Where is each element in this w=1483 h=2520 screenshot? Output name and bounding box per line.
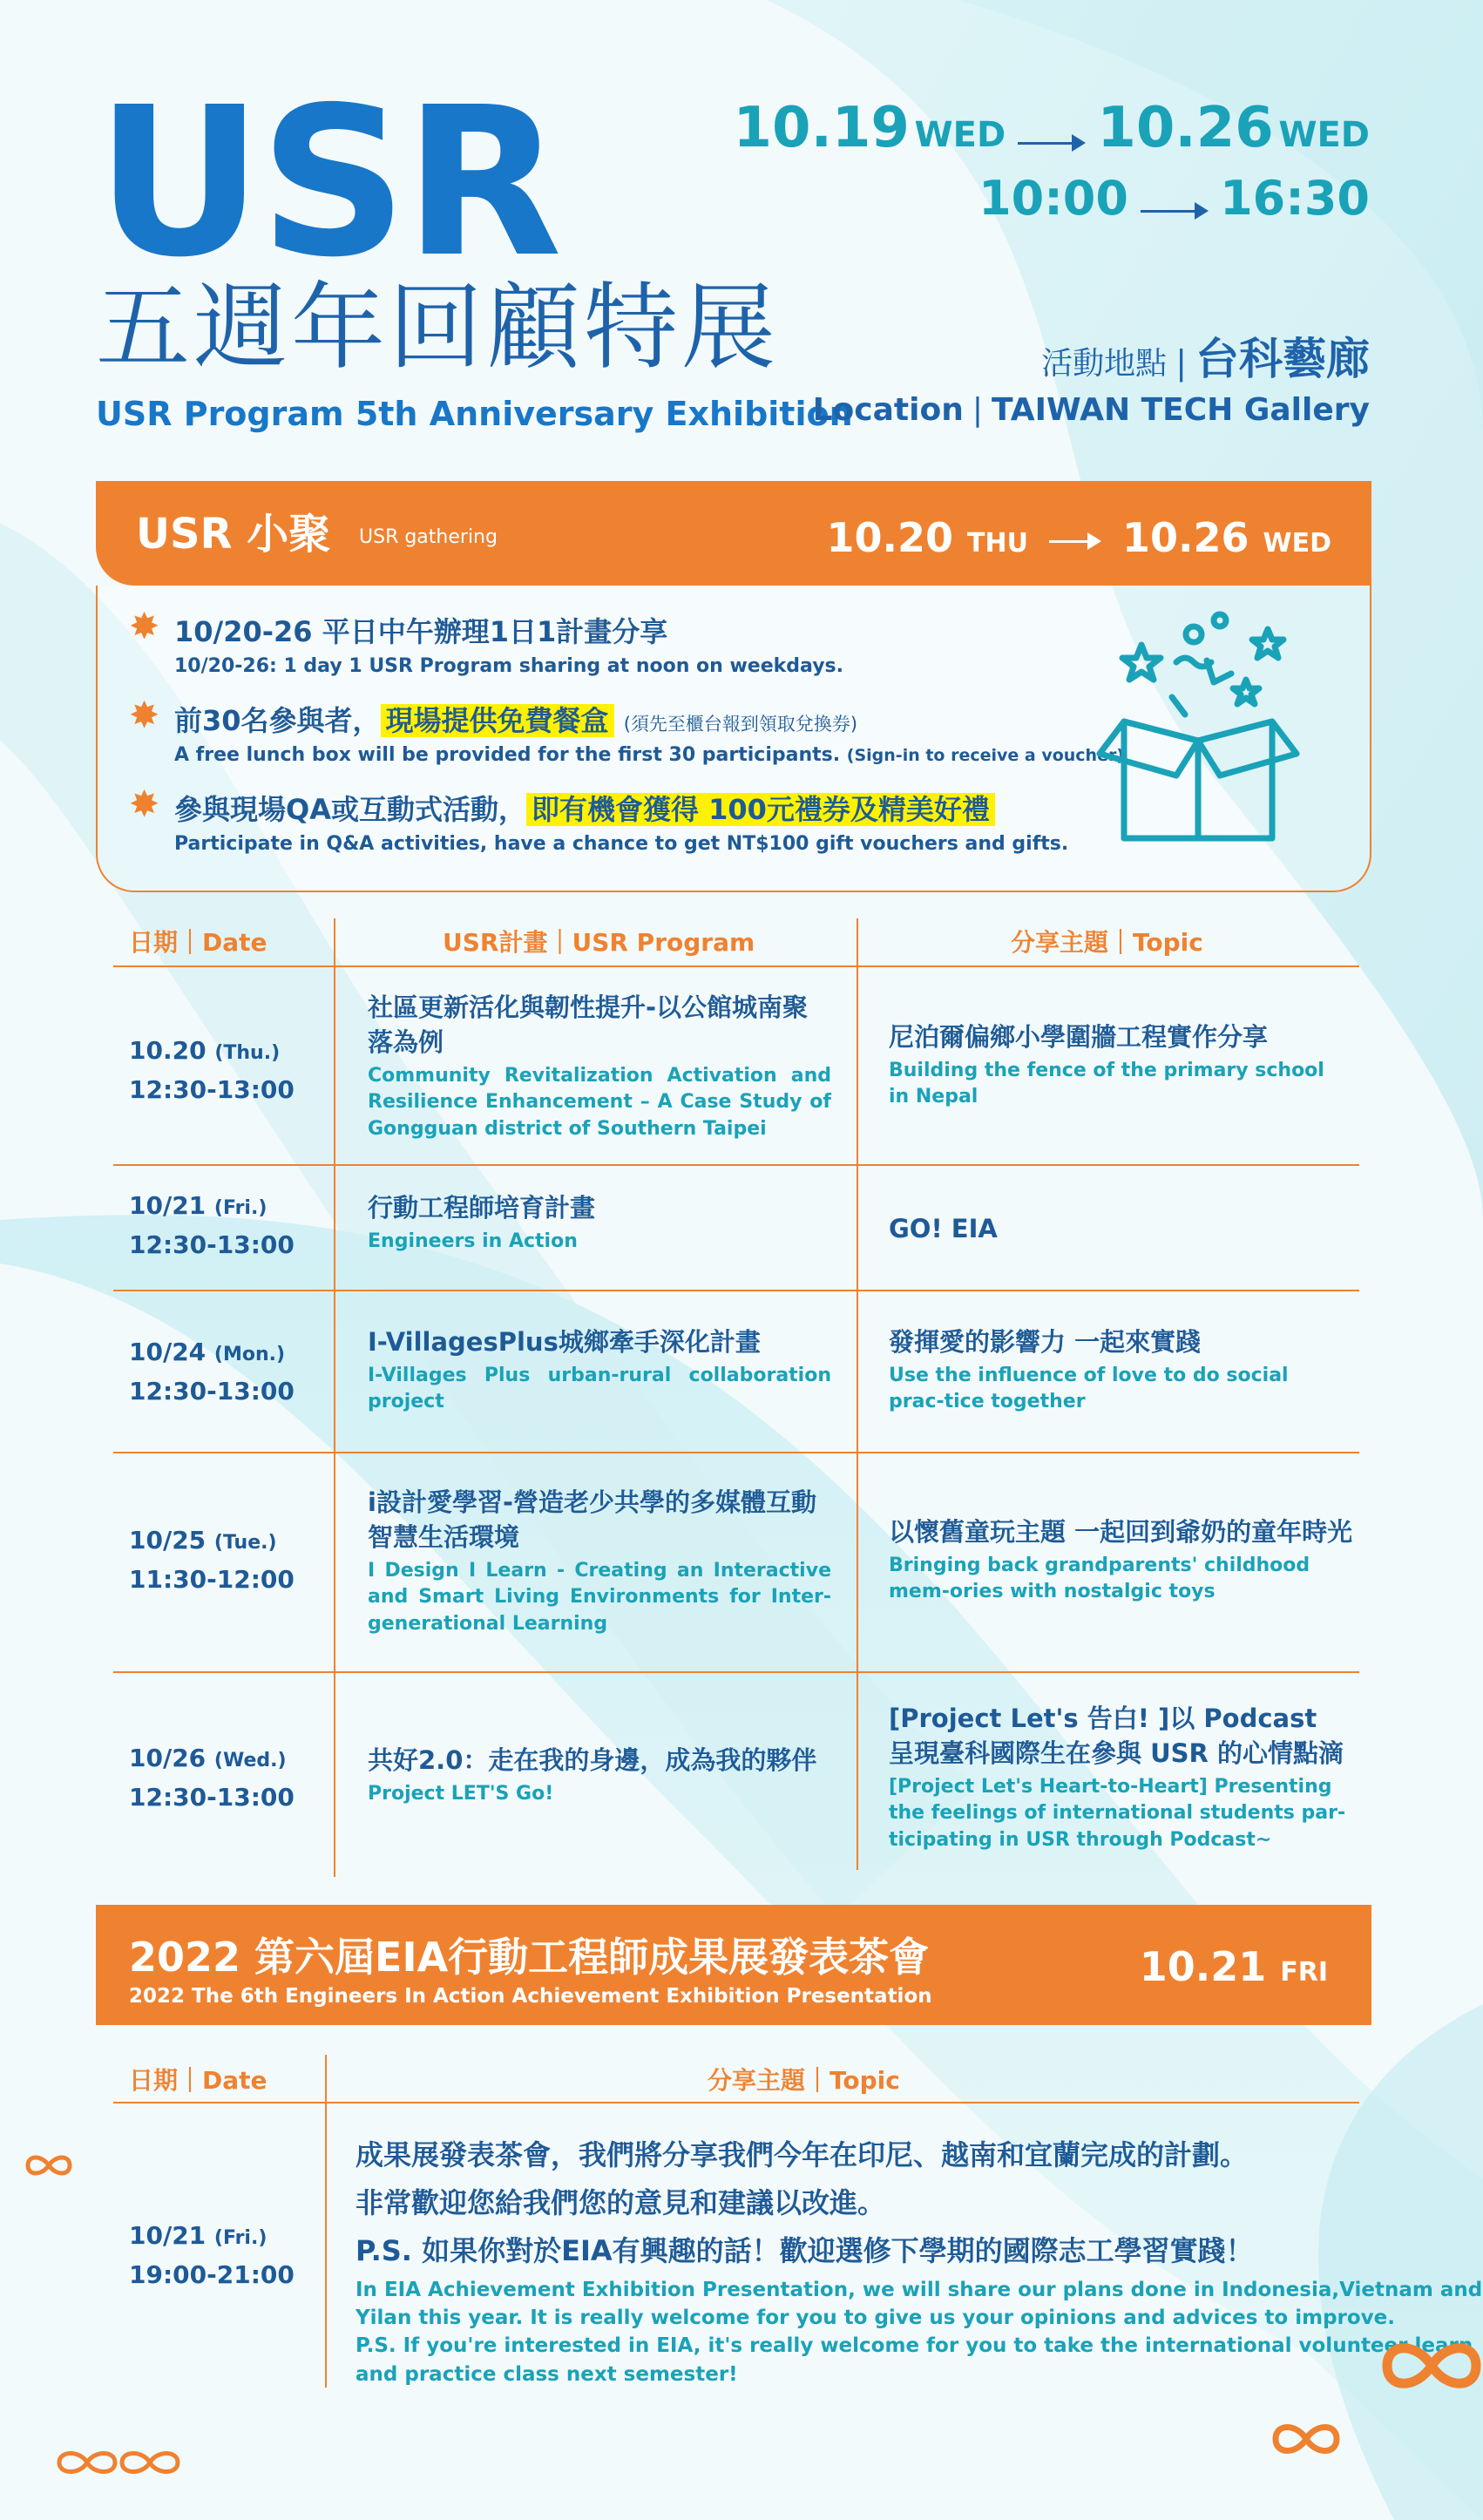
row-4-topic-en: Bringing back grandparents' childhood mem-ories with nostalgic toys [889,1555,1310,1603]
eia-en-line-4: and practice class next semester! [356,2362,738,2386]
infinity-chain-icon [52,2445,185,2480]
table-row-5-date [129,1739,295,1818]
row-4-program-zh: i設計愛學習-營造老少共學的多媒體互動智慧生活環境 [368,1487,816,1553]
eia-zh-line-3: P.S. 如果你對於EIA有興趣的話！歡迎選修下學期的國際志工學習實踐！ [356,2234,1254,2268]
eia-en-line-1: In EIA Achievement Exhibition Presentation, we will share our plans done in Indonesia,Vietnam and [356,2279,1483,2301]
col-header-date: 日期｜Date [129,928,267,957]
table-row-3-date [129,1333,295,1412]
row-5-topic-zh: [Project Let's 告白! ]以 Podcast 呈現臺科國際生在參與 USR 的心情點滴 [889,1704,1344,1769]
arrow-right-icon [1049,532,1101,550]
row-divider [113,1164,1359,1166]
bullet-2-zh-text: 前30名參與者， [174,704,381,737]
table-row-2-date [129,1187,295,1265]
bullet-2-zh [174,699,857,739]
eia-description-zh [356,2131,1254,2275]
table-row-5-topic [889,1701,1346,1853]
table-row-4-program [368,1485,831,1637]
row-3-topic-en: Use the influence of love to do social prac-tice together [889,1365,1289,1413]
gathering-title-zh: USR 小聚 [136,510,331,559]
infinity-icon [1380,2335,1483,2396]
eia-en-line-3: P.S. If you're interested in EIA, it's really welcome for you to take the international volunteer learn [356,2334,1473,2358]
location-name-en: TAIWAN TECH Gallery [991,392,1370,428]
time-end: 16:30 [1220,171,1370,226]
gathering-date-end-day: WED [1263,528,1331,559]
row-4-topic-zh: 以懷舊童玩主題 一起回到爺奶的童年時光 [889,1517,1353,1547]
table-row-4-topic [889,1514,1377,1606]
infinity-icon [24,2152,73,2178]
table-row-5-program [368,1743,831,1807]
location-en: Location | TAIWAN TECH Gallery [812,392,1370,428]
row-5-program-zh: 共好2.0：走在我的身邊，成為我的夥伴 [368,1745,817,1775]
table-row-2-program [368,1190,831,1255]
row-2-program-en: Engineers in Action [368,1230,578,1253]
time-start: 10:00 [979,171,1128,226]
table-row-1-topic [889,1020,1346,1111]
row-2-topic-zh: GO! EIA [889,1214,998,1243]
bullet-2-zh-highlight: 現場提供免費餐盒 [381,704,614,737]
row-3-topic-zh: 發揮愛的影響力 一起來實踐 [889,1327,1202,1357]
row-divider [113,1452,1359,1453]
row-5-day: (Wed.) [213,1750,287,1771]
star-bullet-icon: ✸ [129,605,160,647]
row-4-day: (Tue.) [213,1532,277,1554]
date-range [734,96,1371,160]
usr-logo: USR [96,63,559,302]
row-5-program-en: Project LET'S Go! [368,1783,554,1805]
row-1-topic-en: Building the fence of the primary school in Nepal [889,1060,1324,1108]
gathering-title-en: USR gathering [359,526,498,548]
eia-col-header-date: 日期｜Date [129,2066,267,2095]
row-3-program-en: I-Villages Plus urban-rural collaboration project [368,1365,831,1413]
eia-zh-line-2: 非常歡迎您給我們您的意見和建議以改進。 [356,2186,886,2220]
row-2-date: 10/21 [129,1191,207,1220]
table-row-1-date [129,1032,295,1110]
row-1-program-en: Community Revitalization Activation and Resilience Enhancement – A Case Study of Gongguan district of Southern Taipei [368,1065,831,1140]
table-row-3-topic [889,1324,1346,1416]
location-label-en: Location [812,392,964,428]
eia-row-day: (Fri.) [213,2227,267,2249]
row-divider [113,1290,1359,1291]
bullet-1-en: 10/20-26: 1 day 1 USR Program sharing at noon on weekdays. [174,655,843,677]
row-5-time: 12:30-13:00 [129,1782,295,1812]
row-3-program-zh: I-VillagesPlus城鄉牽手深化計畫 [368,1327,761,1357]
arrow-right-icon [1141,202,1209,220]
row-3-day: (Mon.) [213,1344,286,1365]
eia-row-date-value: 10/21 [129,2221,207,2250]
row-divider [113,965,1359,967]
row-3-time: 12:30-13:00 [129,1376,295,1406]
star-bullet-icon: ✸ [129,694,160,736]
eia-zh-line-1: 成果展發表茶會，我們將分享我們今年在印尼、越南和宜蘭完成的計劃。 [356,2138,1249,2171]
bullet-3-en: Participate in Q&A activities, have a chance to get NT$100 gift vouchers and gifts. [174,833,1069,855]
eia-row-time: 19:00-21:00 [129,2259,295,2289]
location-label-zh: 活動地點 [1041,346,1168,382]
row-4-program-en: I Design I Learn - Creating an Interactive and Smart Living Environments for Inter-generational Learning [368,1560,831,1635]
date-start-day: WED [914,115,1006,155]
eia-date-day: FRI [1280,1957,1328,1988]
row-4-time: 11:30-12:00 [129,1564,295,1594]
table-row-1-program [368,990,831,1142]
table-row-4-date [129,1521,295,1600]
date-start: 10.19 [733,96,910,160]
date-end: 10.26 [1097,96,1274,160]
row-divider [113,2102,1359,2103]
bullet-2-en [174,744,1124,766]
table-row-2-topic [889,1211,1346,1246]
bullet-3-zh-highlight: 即有機會獲得 100元禮券及精美好禮 [526,793,995,826]
row-3-date: 10/24 [129,1338,207,1366]
row-1-topic-zh: 尼泊爾偏鄉小學圍牆工程實作分享 [889,1022,1269,1052]
row-5-topic-en: [Project Let's Heart-to-Heart] Presenting the feelings of international students par-ticipating in USR through Podcast~ [889,1776,1346,1851]
gathering-banner [96,481,1371,586]
star-bullet-icon: ✸ [129,782,160,825]
row-5-date: 10/26 [129,1744,207,1772]
eia-row-date [129,2217,295,2295]
eia-description-en [356,2276,1482,2388]
table-divider [334,918,335,1877]
eia-title-en: 2022 The 6th Engineers In Action Achievement Exhibition Presentation [129,1985,932,2008]
bullet-3-zh-text: 參與現場QA或互動式活動， [174,793,526,826]
table-row-3-program [368,1324,831,1416]
bullet-3-zh [174,788,995,828]
eia-date [1140,1943,1328,1990]
row-1-program-zh: 社區更新活化與韌性提升-以公館城南聚落為例 [368,992,809,1058]
row-4-date: 10/25 [129,1526,207,1555]
date-end-day: WED [1278,115,1370,155]
row-1-time: 12:30-13:00 [129,1074,295,1104]
col-header-program: USR計畫｜USR Program [443,928,755,957]
row-1-date: 10.20 [129,1036,207,1065]
eia-en-line-2: Yilan this year. It is really welcome for you to give us your opinions and advices to improve. [356,2307,1396,2330]
infinity-icon [1270,2419,1342,2459]
table-divider [325,2055,327,2388]
bullet-2-zh-note: (須先至櫃台報到領取兌換券) [623,714,858,735]
row-2-program-zh: 行動工程師培育計畫 [368,1193,596,1223]
eia-date-value: 10.21 [1139,1943,1267,1990]
location-zh: 活動地點 | 台科藝廊 [1041,334,1370,384]
bullet-2-en-text: A free lunch box will be provided for the first 30 participants. [174,744,841,766]
row-2-time: 12:30-13:00 [129,1230,295,1259]
eia-banner [96,1905,1371,2025]
location-name-zh: 台科藝廊 [1195,334,1370,384]
arrow-right-icon [1018,134,1086,152]
exhibition-title-en: USR Program 5th Anniversary Exhibition [96,395,853,433]
gift-box-icon [1089,610,1307,854]
gathering-date-start-day: THU [967,528,1028,559]
row-1-day: (Thu.) [214,1042,281,1064]
row-2-day: (Fri.) [213,1197,267,1219]
exhibition-title-zh: 五週年回顧特展 [96,274,780,383]
eia-col-header-topic: 分享主題｜Topic [708,2066,900,2095]
time-range [979,171,1370,226]
gathering-date-start: 10.20 [826,514,953,561]
bullet-2-en-note: (Sign-in to receive a voucher) [846,746,1125,765]
bullet-1-zh: 10/20-26 平日中午辦理1日1計畫分享 [174,615,668,648]
col-header-topic: 分享主題｜Topic [1011,928,1203,957]
gathering-date-end: 10.26 [1121,514,1249,561]
row-divider [113,1671,1359,1673]
gathering-date-range [826,514,1331,561]
table-divider [857,918,858,1870]
eia-title-zh: 2022 第六屆EIA行動工程師成果展發表茶會 [129,1934,930,1981]
